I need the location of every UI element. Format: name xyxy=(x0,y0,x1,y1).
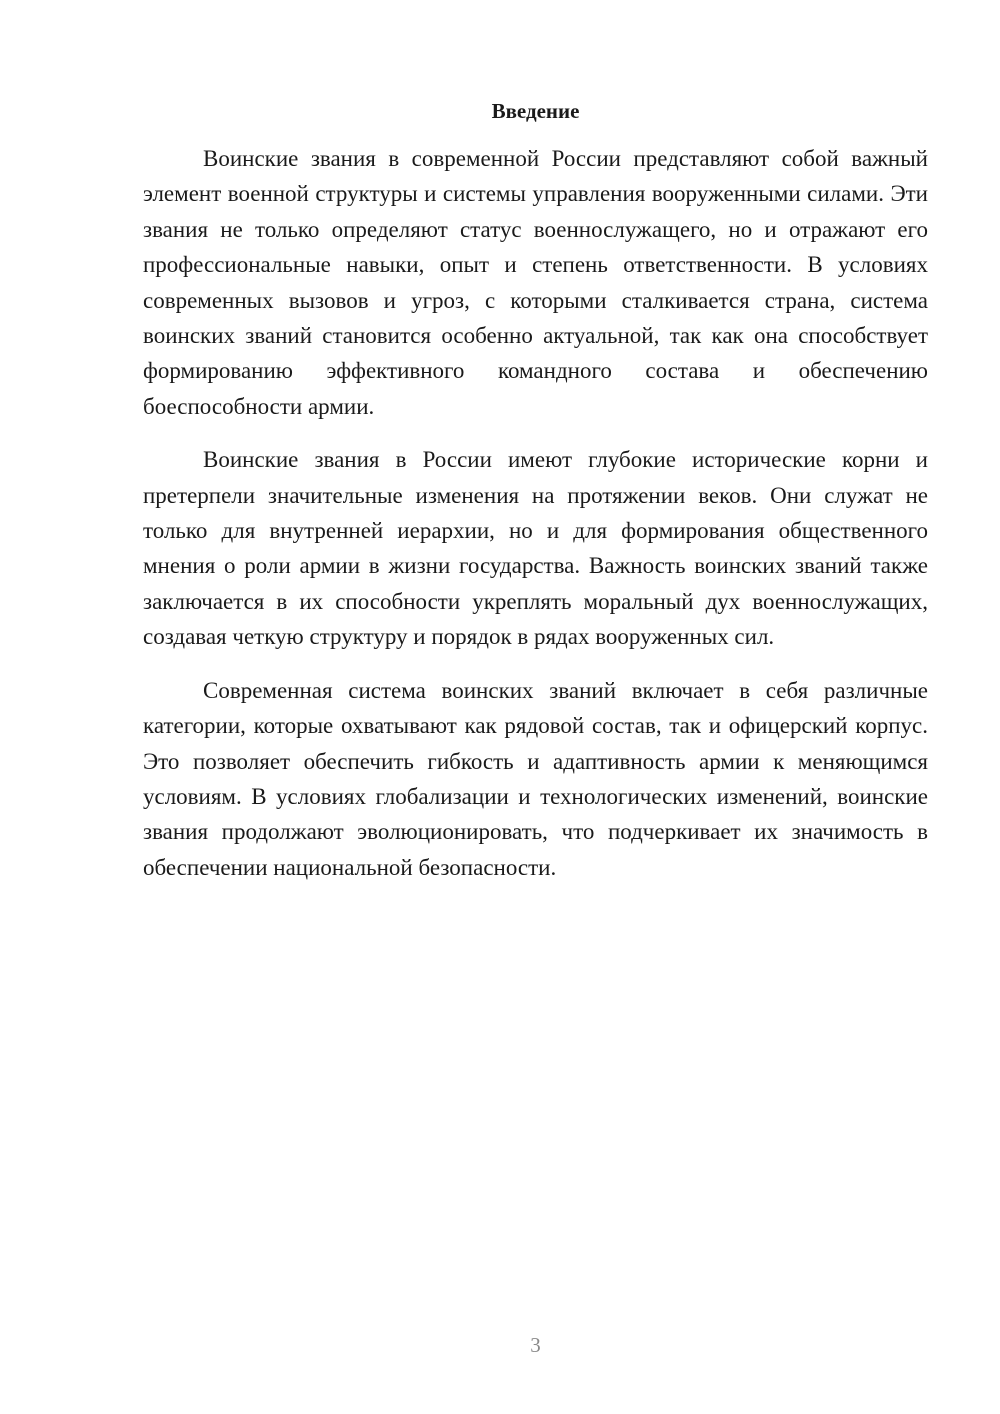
page-number: 3 xyxy=(530,1333,541,1357)
body-paragraph-1: Воинские звания в современной России представляют собой важный элемент военной структуры и системы управления вооруженными силами. Эти звания не только определяют статус военнослужащего, но и отражают его профессиональные навыки, опыт и степень ответственности. В условиях современных вызовов и угроз, с которыми сталкивается страна, система воинских званий становится особенно актуальной, так как она способствует формированию эффективного командного состава и обеспечению боеспособности армии. xyxy=(143,146,928,419)
document-body xyxy=(143,141,928,903)
body-paragraph-2: Воинские звания в России имеют глубокие исторические корни и претерпели значительные изменения на протяжении веков. Они служат не только для внутренней иерархии, но и для формирования общественного мнения о роли армии в жизни государства. Важность воинских званий также заключается в их способности укреплять моральный дух военнослужащих, создавая четкую структуру и порядок в рядах вооруженных сил. xyxy=(143,447,928,650)
section-heading: Введение xyxy=(491,99,580,123)
body-paragraph-3: Современная система воинских званий включает в себя различные категории, которые охватывают как рядовой состав, так и офицерский корпус. Это позволяет обеспечить гибкость и адаптивность армии к меняющимся условиям. В условиях глобализации и технологических изменений, воинские звания продолжают эволюционировать, что подчеркивает их значимость в обеспечении национальной безопасности. xyxy=(143,677,928,880)
